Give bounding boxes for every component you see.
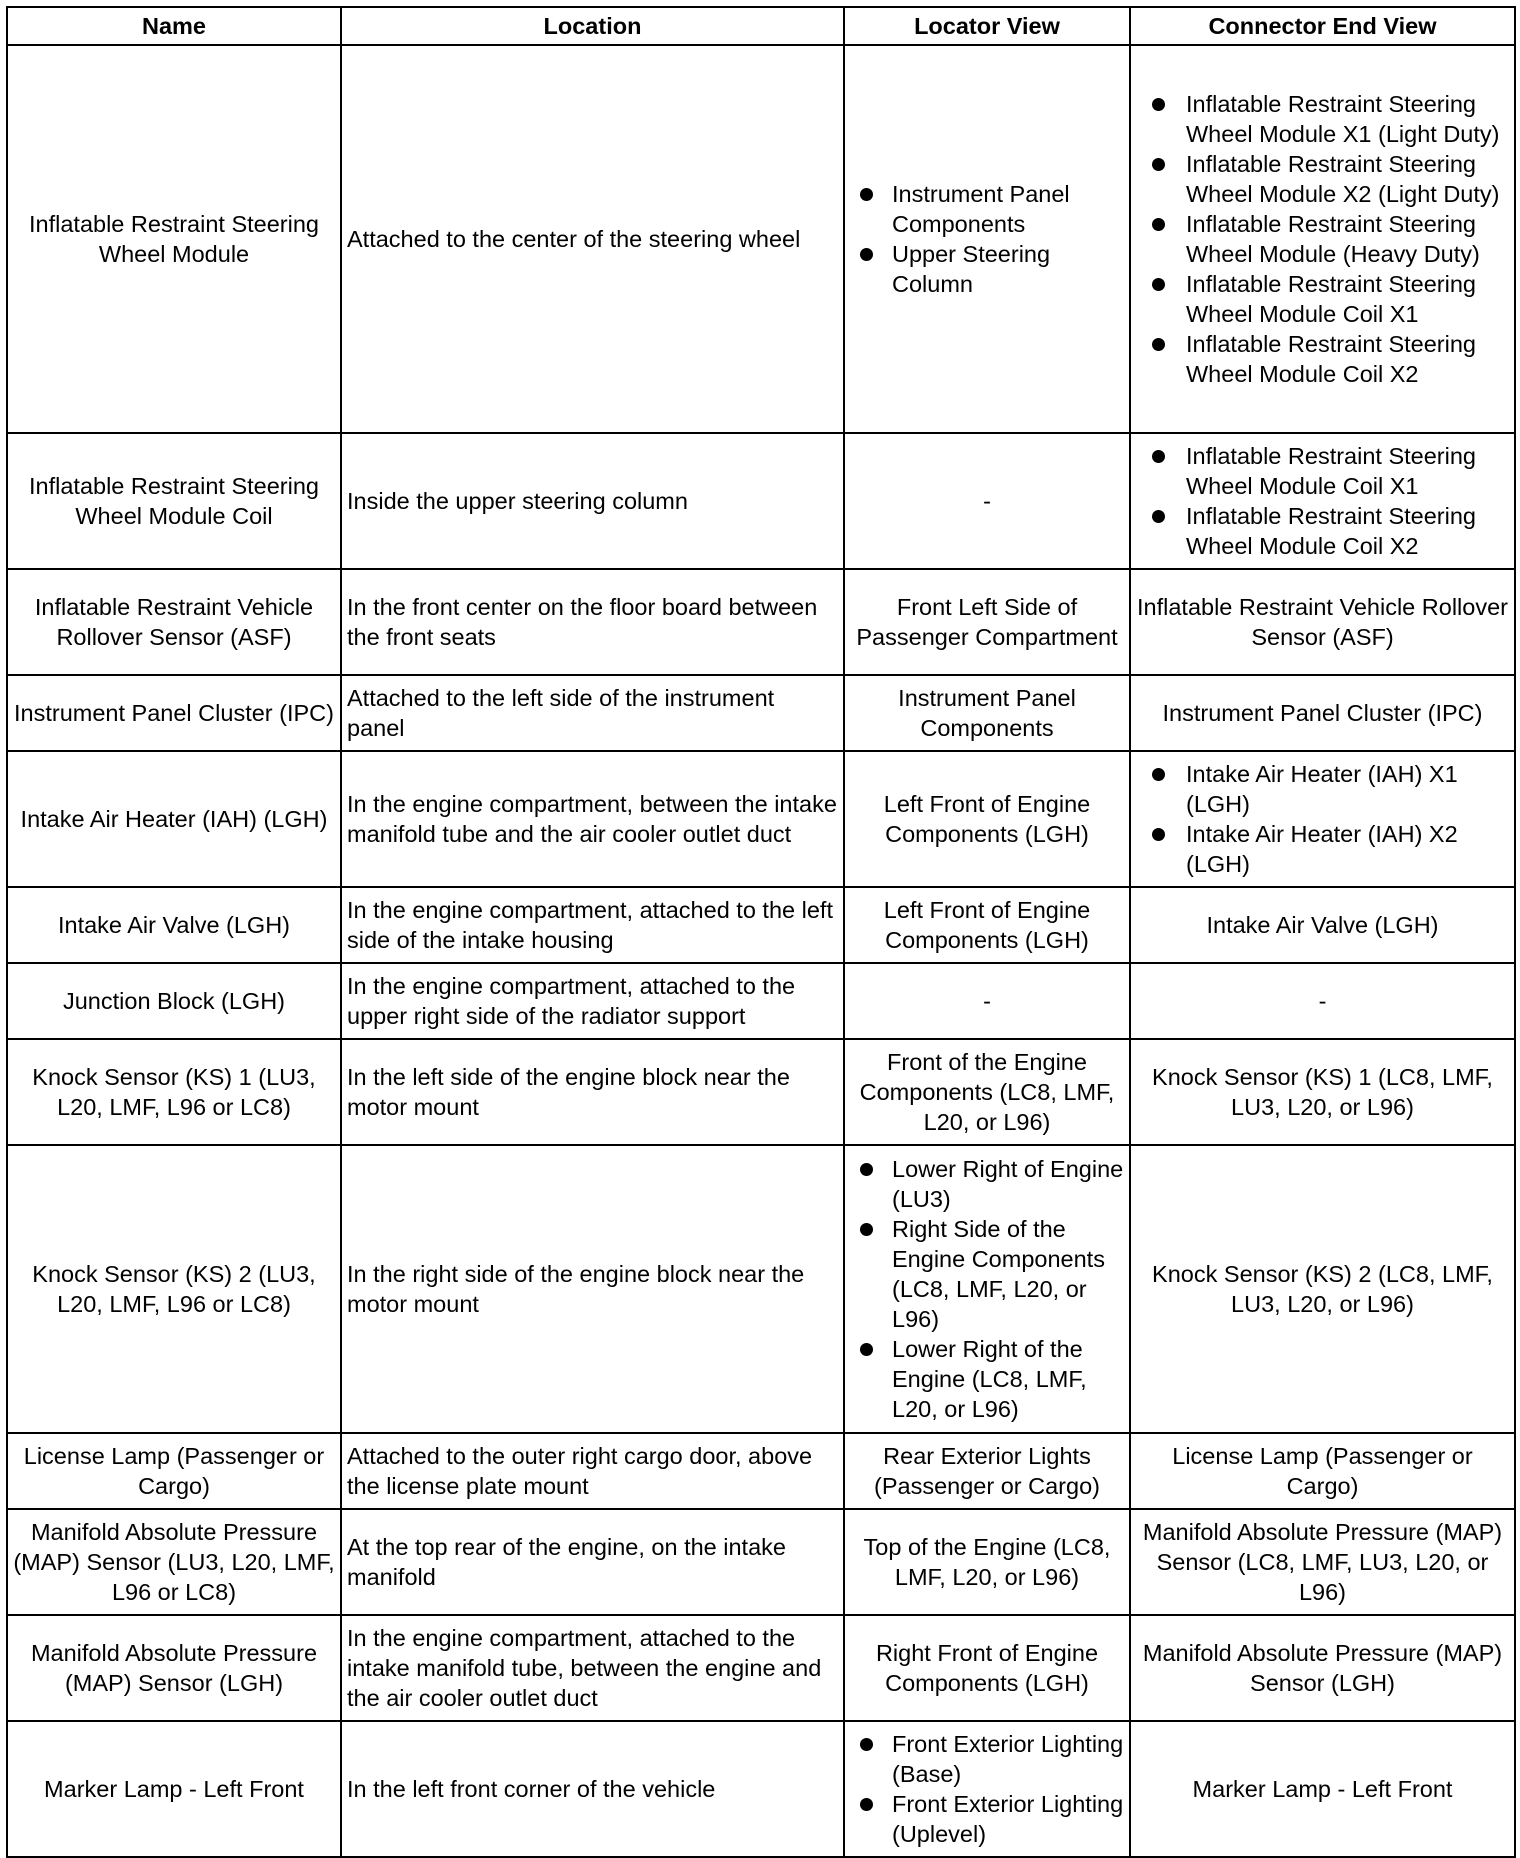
bullet-item: Inflatable Restraint Steering Wheel Module Coil X1 (1186, 441, 1509, 501)
bullet-list (850, 179, 1124, 299)
cell-locator-view: Front Left Side of Passenger Compartment (844, 569, 1130, 675)
header-name: Name (7, 7, 341, 45)
cell-locator-view (844, 1721, 1130, 1857)
cell-name: Intake Air Heater (IAH) (LGH) (7, 751, 341, 887)
cell-location: In the engine compartment, attached to the upper right side of the radiator support (341, 963, 844, 1039)
header-location: Location (341, 7, 844, 45)
table-row (7, 1039, 1515, 1145)
cell-location: In the front center on the floor board between the front seats (341, 569, 844, 675)
cell-connector-end-view (1130, 433, 1515, 569)
cell-name: Instrument Panel Cluster (IPC) (7, 675, 341, 751)
cell-location: In the engine compartment, between the intake manifold tube and the air cooler outlet duct (341, 751, 844, 887)
bullet-item: Front Exterior Lighting (Uplevel) (892, 1791, 1124, 1847)
cell-name: Manifold Absolute Pressure (MAP) Sensor (LGH) (7, 1615, 341, 1721)
cell-locator-view: Rear Exterior Lights (Passenger or Cargo) (844, 1433, 1130, 1509)
cell-location: In the left front corner of the vehicle (341, 1721, 844, 1857)
cell-location: In the right side of the engine block near the motor mount (341, 1145, 844, 1433)
table-row (7, 751, 1515, 887)
table-row (7, 433, 1515, 569)
cell-connector-end-view: Intake Air Valve (LGH) (1130, 887, 1515, 963)
bullet-list (1136, 441, 1509, 561)
bullet-item: Inflatable Restraint Steering Wheel Module Coil X1 (1186, 269, 1509, 329)
cell-name: Knock Sensor (KS) 2 (LU3, L20, LMF, L96 or LC8) (7, 1145, 341, 1433)
table-row (7, 675, 1515, 751)
cell-connector-end-view: Marker Lamp - Left Front (1130, 1721, 1515, 1857)
table-row (7, 569, 1515, 675)
bullet-list (1136, 759, 1509, 879)
bullet-item: Intake Air Heater (IAH) X2 (LGH) (1186, 819, 1509, 879)
cell-name: Inflatable Restraint Steering Wheel Module Coil (7, 433, 341, 569)
table-row (7, 1721, 1515, 1857)
cell-connector-end-view (1130, 751, 1515, 887)
cell-location: Attached to the left side of the instrument panel (341, 675, 844, 751)
cell-locator-view: Top of the Engine (LC8, LMF, L20, or L96) (844, 1509, 1130, 1615)
cell-connector-end-view: Knock Sensor (KS) 1 (LC8, LMF, LU3, L20, or L96) (1130, 1039, 1515, 1145)
cell-locator-view (844, 45, 1130, 433)
header-connector-end-view: Connector End View (1130, 7, 1515, 45)
bullet-item: Inflatable Restraint Steering Wheel Module Coil X2 (1186, 329, 1509, 389)
table-row (7, 1615, 1515, 1721)
table-row (7, 1433, 1515, 1509)
bullet-item: Lower Right of the Engine (LC8, LMF, L20, or L96) (892, 1334, 1124, 1424)
bullet-item: Intake Air Heater (IAH) X1 (LGH) (1186, 759, 1509, 819)
cell-name: Junction Block (LGH) (7, 963, 341, 1039)
bullet-item: Lower Right of Engine (LU3) (892, 1156, 1124, 1212)
cell-connector-end-view: Inflatable Restraint Vehicle Rollover Sensor (ASF) (1130, 569, 1515, 675)
cell-location: Inside the upper steering column (341, 433, 844, 569)
cell-connector-end-view: Manifold Absolute Pressure (MAP) Sensor (LC8, LMF, LU3, L20, or L96) (1130, 1509, 1515, 1615)
cell-locator-view: Front of the Engine Components (LC8, LMF, L20, or L96) (844, 1039, 1130, 1145)
table-body (7, 45, 1515, 1857)
cell-name: License Lamp (Passenger or Cargo) (7, 1433, 341, 1509)
table-row (7, 1509, 1515, 1615)
cell-location: In the engine compartment, attached to the left side of the intake housing (341, 887, 844, 963)
cell-locator-view: Left Front of Engine Components (LGH) (844, 887, 1130, 963)
table-row (7, 963, 1515, 1039)
cell-locator-view: Right Front of Engine Components (LGH) (844, 1615, 1130, 1721)
component-locator-table (6, 6, 1516, 1858)
cell-connector-end-view: Knock Sensor (KS) 2 (LC8, LMF, LU3, L20, or L96) (1130, 1145, 1515, 1433)
cell-location: At the top rear of the engine, on the intake manifold (341, 1509, 844, 1615)
cell-connector-end-view: Instrument Panel Cluster (IPC) (1130, 675, 1515, 751)
cell-name: Knock Sensor (KS) 1 (LU3, L20, LMF, L96 or LC8) (7, 1039, 341, 1145)
bullet-list (850, 1154, 1124, 1424)
bullet-item: Front Exterior Lighting (Base) (892, 1731, 1124, 1787)
bullet-item: Right Side of the Engine Components (LC8, LMF, L20, or L96) (892, 1214, 1124, 1334)
bullet-list (1136, 89, 1509, 389)
cell-name: Intake Air Valve (LGH) (7, 887, 341, 963)
cell-location: In the engine compartment, attached to the intake manifold tube, between the engine and the air cooler outlet duct (341, 1615, 844, 1721)
cell-name: Manifold Absolute Pressure (MAP) Sensor (LU3, L20, LMF, L96 or LC8) (7, 1509, 341, 1615)
cell-name: Inflatable Restraint Vehicle Rollover Sensor (ASF) (7, 569, 341, 675)
cell-connector-end-view (1130, 45, 1515, 433)
bullet-item: Inflatable Restraint Steering Wheel Module Coil X2 (1186, 501, 1509, 561)
bullet-item: Inflatable Restraint Steering Wheel Module X1 (Light Duty) (1186, 89, 1509, 149)
bullet-item: Upper Steering Column (892, 239, 1124, 299)
cell-locator-view: Instrument Panel Components (844, 675, 1130, 751)
header-row (7, 7, 1515, 45)
cell-connector-end-view: - (1130, 963, 1515, 1039)
cell-locator-view: Left Front of Engine Components (LGH) (844, 751, 1130, 887)
cell-location: Attached to the center of the steering wheel (341, 45, 844, 433)
cell-location: Attached to the outer right cargo door, above the license plate mount (341, 1433, 844, 1509)
cell-location: In the left side of the engine block near the motor mount (341, 1039, 844, 1145)
cell-name: Marker Lamp - Left Front (7, 1721, 341, 1857)
cell-locator-view: - (844, 433, 1130, 569)
cell-connector-end-view: License Lamp (Passenger or Cargo) (1130, 1433, 1515, 1509)
table-row (7, 45, 1515, 433)
table-row (7, 887, 1515, 963)
cell-name: Inflatable Restraint Steering Wheel Module (7, 45, 341, 433)
cell-locator-view (844, 1145, 1130, 1433)
cell-locator-view: - (844, 963, 1130, 1039)
bullet-item: Inflatable Restraint Steering Wheel Module (Heavy Duty) (1186, 209, 1509, 269)
header-locator-view: Locator View (844, 7, 1130, 45)
table-row (7, 1145, 1515, 1433)
bullet-item: Instrument Panel Components (892, 179, 1124, 239)
bullet-list (850, 1729, 1124, 1849)
cell-connector-end-view: Manifold Absolute Pressure (MAP) Sensor (LGH) (1130, 1615, 1515, 1721)
bullet-item: Inflatable Restraint Steering Wheel Module X2 (Light Duty) (1186, 149, 1509, 209)
